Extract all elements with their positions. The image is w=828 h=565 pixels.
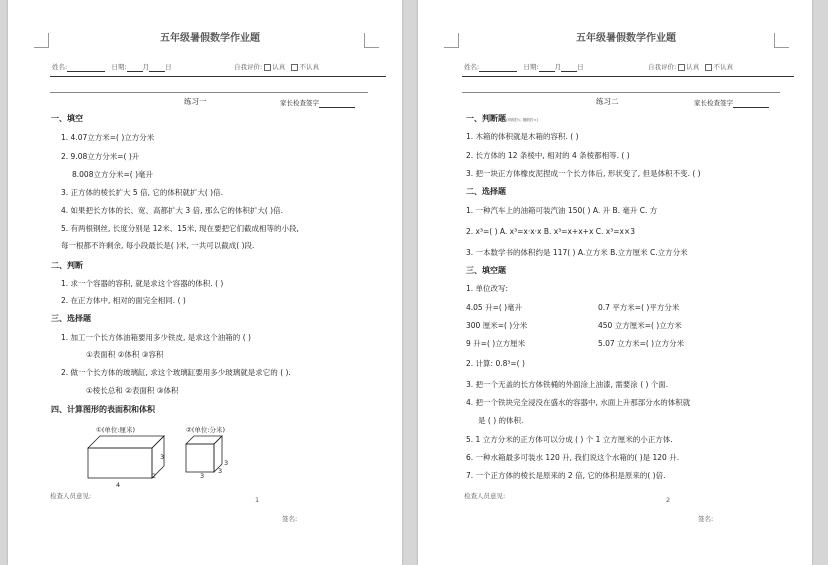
figure-2-caption: ②(单位:分米) bbox=[186, 426, 226, 434]
date-field[interactable] bbox=[539, 63, 555, 72]
page-number: 2 bbox=[666, 496, 671, 504]
figure-1-caption: ①(单位:厘米) bbox=[96, 426, 136, 434]
question-1-1: 1. 木箱的体积就是木箱的容积. ( ) bbox=[466, 132, 579, 141]
inspector-comment-label: 检查人员意见: bbox=[464, 492, 506, 500]
cube-height-label: 3 bbox=[224, 459, 229, 467]
day-field[interactable] bbox=[561, 63, 577, 72]
question-3-4b: 是 ( ) 的体积. bbox=[478, 416, 524, 425]
practice-title: 练习二 bbox=[596, 97, 619, 106]
checkbox-serious[interactable] bbox=[264, 64, 271, 71]
question-3-2-options: ①棱长总和 ②表面积 ③体积 bbox=[86, 386, 179, 395]
header-rule bbox=[50, 76, 386, 77]
question-3-7: 7. 一个正方体的棱长是原来的 2 倍, 它的体积是原来的( )倍. bbox=[466, 471, 666, 480]
question-2-3: 3. 一本数学书的体积约是 117( ) A.立方米 B.立方厘米 C.立方分米 bbox=[466, 248, 688, 257]
question-3-5: 5. 1 立方分米的正方体可以分成 ( ) 个 1 立方厘米的小正方体. bbox=[466, 435, 673, 444]
question-1-1: 1. 4.07立方米=( )立方分米 bbox=[61, 133, 155, 142]
date-field[interactable] bbox=[127, 63, 143, 72]
question-3-2: 2. 计算: 0.8³=( ) bbox=[466, 359, 525, 368]
header-rule bbox=[462, 76, 794, 77]
crop-mark-top-left bbox=[444, 33, 459, 48]
question-3-1e: 9 升=( )立方厘米 bbox=[466, 339, 526, 348]
checkbox-serious[interactable] bbox=[678, 64, 685, 71]
question-3-1d: 450 立方厘米=( )立方米 bbox=[598, 321, 682, 330]
question-2-2: 2. x³=( ) A. x³=x·x·x B. x³=x+x+x C. x³=x×3 bbox=[466, 227, 635, 236]
header-rule-2 bbox=[50, 92, 368, 93]
header-rule-2 bbox=[462, 92, 780, 93]
question-2-1: 1. 求一个容器的容积, 就是求这个容器的体积. ( ) bbox=[61, 279, 224, 288]
inspector-comment-label: 检查人员意见: bbox=[50, 492, 92, 500]
section-judge: 一、判断题(对的打√, 错的打×) bbox=[466, 114, 539, 123]
sign-label: 签名: bbox=[282, 515, 298, 523]
self-evaluation: 自我评价: 认真 不认真 bbox=[648, 63, 733, 71]
sign-label: 签名: bbox=[698, 515, 714, 523]
question-3-4: 4. 把一个铁块完全浸没在盛水的容器中, 水面上升那部分水的体积就 bbox=[466, 398, 691, 407]
question-1-2: 2. 长方体的 12 条棱中, 相对的 4 条棱都相等. ( ) bbox=[466, 151, 630, 160]
practice-title: 练习一 bbox=[184, 97, 207, 106]
question-3-1c: 300 厘米=( )分米 bbox=[466, 321, 528, 330]
parent-signature: 家长检查签字 bbox=[280, 98, 355, 108]
question-3-1: 1. 加工一个长方体油箱要用多少铁皮, 是求这个油箱的 ( ) bbox=[61, 333, 251, 342]
cube-width-label: 3 bbox=[218, 467, 223, 475]
checkbox-not-serious[interactable] bbox=[291, 64, 298, 71]
section-choice: 二、选择题 bbox=[466, 187, 506, 196]
question-3-1b: 0.7 平方米=( )平方分米 bbox=[598, 303, 680, 312]
cuboid-height-label: 3 bbox=[160, 453, 165, 461]
cube-length-label: 3 bbox=[200, 472, 205, 480]
question-1-3: 3. 正方体的棱长扩大 5 倍, 它的体积就扩大( )倍. bbox=[61, 188, 223, 197]
crop-mark-top-right bbox=[774, 33, 789, 48]
question-3-2: 2. 做一个长方体的玻璃缸, 求这个玻璃缸要用多少玻璃就是求它的 ( ). bbox=[61, 368, 291, 377]
question-3-1f: 5.07 立方米=( )立方分米 bbox=[598, 339, 685, 348]
cuboid-length-label: 4 bbox=[116, 481, 121, 489]
student-info-line: 姓名: 日期: 月 日 bbox=[52, 63, 172, 71]
page-title: 五年级暑假数学作业题 bbox=[160, 33, 260, 44]
section-choice: 三、选择题 bbox=[51, 314, 91, 323]
document-page-2 bbox=[418, 0, 812, 565]
name-field[interactable] bbox=[67, 63, 105, 72]
section-judge: 二、判断 bbox=[51, 261, 83, 270]
page-title: 五年级暑假数学作业题 bbox=[576, 33, 676, 44]
question-1-3: 3. 把一块正方体橡皮泥捏成一个长方体后, 形状变了, 但是体积不变. ( ) bbox=[466, 169, 701, 178]
cube-figure bbox=[184, 434, 230, 476]
question-3-1a: 4.05 升=( )毫升 bbox=[466, 303, 523, 312]
question-1-4: 4. 如果把长方体的长、宽、高都扩大 3 倍, 那么它的体积扩大( )倍. bbox=[61, 206, 283, 215]
student-info-line: 姓名: 日期: 月 日 bbox=[464, 63, 584, 71]
checkbox-not-serious[interactable] bbox=[705, 64, 712, 71]
question-3-6: 6. 一种水箱最多可装水 120 升, 我们说这个水箱的( )是 120 升. bbox=[466, 453, 680, 462]
question-1-2: 2. 9.08立方分米=( )升 bbox=[61, 152, 140, 161]
question-2-2: 2. 在正方体中, 相对的面完全相同. ( ) bbox=[61, 296, 186, 305]
self-evaluation: 自我评价: 认真 不认真 bbox=[234, 63, 319, 71]
parent-signature: 家长检查签字 bbox=[694, 98, 769, 108]
crop-mark-top-right bbox=[364, 33, 379, 48]
section-fill-in: 一、填空 bbox=[51, 114, 83, 123]
document-page-1 bbox=[8, 0, 402, 565]
name-field[interactable] bbox=[479, 63, 517, 72]
question-3-3: 3. 把一个无盖的长方体铁桶的外面涂上油漆, 需要涂 ( ) 个面. bbox=[466, 380, 669, 389]
question-1-2b: 8.008立方分米=( )毫升 bbox=[72, 170, 153, 179]
parent-signature-field[interactable] bbox=[319, 99, 355, 108]
day-field[interactable] bbox=[149, 63, 165, 72]
question-3-1-options: ①表面积 ②体积 ③容积 bbox=[86, 350, 164, 359]
section-fill-in: 三、填空题 bbox=[466, 266, 506, 275]
question-3-1: 1. 单位改写: bbox=[466, 284, 509, 293]
question-2-1: 1. 一种汽车上的油箱可装汽油 150( ) A. 升 B. 毫升 C. 方 bbox=[466, 206, 658, 215]
page-number: 1 bbox=[255, 496, 260, 504]
judge-instructions: (对的打√, 错的打×) bbox=[506, 118, 539, 122]
question-1-5: 5. 有两根钢丝, 长度分别是 12米、15米, 现在要把它们截成相等的小段, bbox=[61, 224, 299, 233]
question-1-5b: 每一根都不许剩余, 每小段最长是( )米, 一共可以截成( )段. bbox=[61, 241, 255, 250]
cuboid-width-label: 2 bbox=[152, 472, 157, 480]
section-surface-volume: 四、计算图形的表面积和体积 bbox=[51, 405, 155, 414]
crop-mark-top-left bbox=[34, 33, 49, 48]
parent-signature-field[interactable] bbox=[733, 99, 769, 108]
